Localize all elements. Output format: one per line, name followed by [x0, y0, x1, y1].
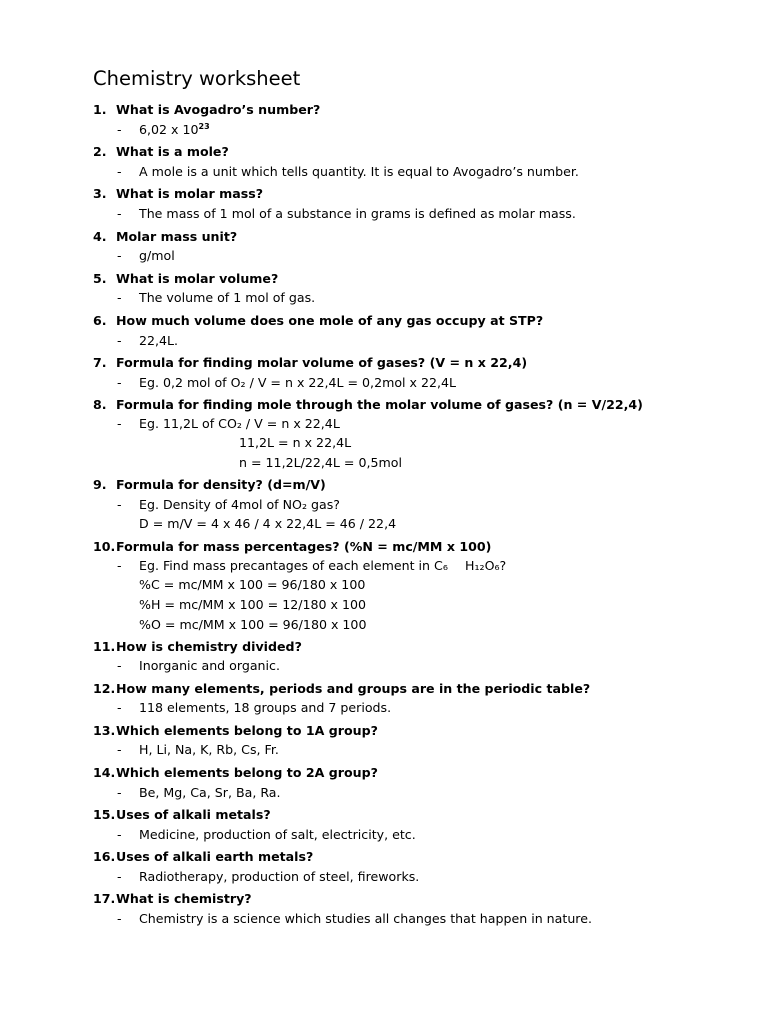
question-number: 10.	[93, 539, 116, 554]
answer-dash: -	[117, 290, 122, 305]
answer-continuation: 11,2L = n x 22,4L	[239, 435, 352, 450]
answer-dash: -	[117, 375, 122, 390]
answer-dash: -	[117, 206, 122, 221]
question-text: Which elements belong to 2A group?	[116, 765, 378, 780]
answer-text: 22,4L.	[139, 333, 179, 348]
answer-dash: -	[117, 785, 122, 800]
question-text: Formula for mass percentages? (%N = mc/MM x 100)	[116, 539, 492, 554]
question-number: 8.	[93, 397, 107, 412]
answer-text: Eg. Density of 4mol of NO₂ gas?	[139, 497, 340, 512]
answer-text: 6,02 x $10^{23}$	[139, 122, 210, 137]
question-text: Formula for finding molar volume of gases? (V = n x 22,4)	[116, 355, 528, 370]
question-text: Which elements belong to 1A group?	[116, 723, 378, 738]
answer-formula-tail: H₁₂O₆?	[465, 558, 507, 573]
answer-text: Medicine, production of salt, electricity, etc.	[139, 827, 416, 842]
answer-continuation: %H = mc/MM x 100 = 12/180 x 100	[139, 597, 367, 612]
question-number: 6.	[93, 313, 107, 328]
question-number: 3.	[93, 186, 107, 201]
question-text: What is molar mass?	[116, 186, 264, 201]
answer-dash: -	[117, 827, 122, 842]
answer-text: 118 elements, 18 groups and 7 periods.	[139, 700, 392, 715]
question-number: 15.	[93, 807, 116, 822]
answer-text: g/mol	[139, 248, 175, 263]
answer-text: Eg. Find mass precantages of each element in C₆	[139, 558, 448, 573]
question-number: 2.	[93, 144, 107, 159]
answer-text: The volume of 1 mol of gas.	[139, 290, 316, 305]
answer-dash: -	[117, 700, 122, 715]
question-text: What is molar volume?	[116, 271, 279, 286]
question-text: What is a mole?	[116, 144, 229, 159]
question-text: Uses of alkali earth metals?	[116, 849, 314, 864]
answer-text: Inorganic and organic.	[139, 658, 280, 673]
answer-text: Eg. 0,2 mol of O₂ / V = n x 22,4L = 0,2mol x 22,4L	[139, 375, 457, 390]
answer-continuation: %O = mc/MM x 100 = 96/180 x 100	[139, 617, 367, 632]
question-number: 4.	[93, 229, 107, 244]
question-number: 13.	[93, 723, 116, 738]
question-text: How is chemistry divided?	[116, 639, 302, 654]
question-text: Uses of alkali metals?	[116, 807, 271, 822]
question-number: 5.	[93, 271, 107, 286]
answer-text: Chemistry is a science which studies all changes that happen in nature.	[139, 911, 592, 926]
answer-text: A mole is a unit which tells quantity. It is equal to Avogadro’s number.	[139, 164, 579, 179]
page-title: Chemistry worksheet	[93, 67, 301, 90]
question-text: How much volume does one mole of any gas occupy at STP?	[116, 313, 544, 328]
answer-dash: -	[117, 248, 122, 263]
question-number: 16.	[93, 849, 116, 864]
answer-dash: -	[117, 742, 122, 757]
answer-continuation: D = m/V = 4 x 46 / 4 x 22,4L = 46 / 22,4	[139, 516, 397, 531]
answer-dash: -	[117, 164, 122, 179]
question-number: 7.	[93, 355, 107, 370]
question-text: What is Avogadro’s number?	[116, 102, 321, 117]
answer-continuation: n = 11,2L/22,4L = 0,5mol	[239, 455, 402, 470]
question-number: 12.	[93, 681, 116, 696]
answer-dash: -	[117, 911, 122, 926]
question-text: How many elements, periods and groups are in the periodic table?	[116, 681, 591, 696]
question-text: Molar mass unit?	[116, 229, 238, 244]
answer-text: Be, Mg, Ca, Sr, Ba, Ra.	[139, 785, 281, 800]
question-text: Formula for density? (d=m/V)	[116, 477, 326, 492]
answer-dash: -	[117, 416, 122, 431]
question-text: Formula for finding mole through the molar volume of gases? (n = V/22,4)	[116, 397, 643, 412]
answer-dash: -	[117, 122, 122, 137]
answer-dash: -	[117, 658, 122, 673]
answer-text: H, Li, Na, K, Rb, Cs, Fr.	[139, 742, 279, 757]
question-number: 11.	[93, 639, 116, 654]
question-number: 1.	[93, 102, 107, 117]
answer-text: Radiotherapy, production of steel, fireworks.	[139, 869, 420, 884]
superscript: 23	[198, 122, 210, 131]
question-text: What is chemistry?	[116, 891, 252, 906]
answer-text: Eg. 11,2L of CO₂ / V = n x 22,4L	[139, 416, 340, 431]
answer-dash: -	[117, 558, 122, 573]
answer-continuation: %C = mc/MM x 100 = 96/180 x 100	[139, 577, 366, 592]
answer-dash: -	[117, 333, 122, 348]
question-number: 9.	[93, 477, 107, 492]
question-number: 17.	[93, 891, 116, 906]
answer-dash: -	[117, 869, 122, 884]
answer-dash: -	[117, 497, 122, 512]
question-number: 14.	[93, 765, 116, 780]
answer-text: The mass of 1 mol of a substance in grams is defined as molar mass.	[139, 206, 576, 221]
